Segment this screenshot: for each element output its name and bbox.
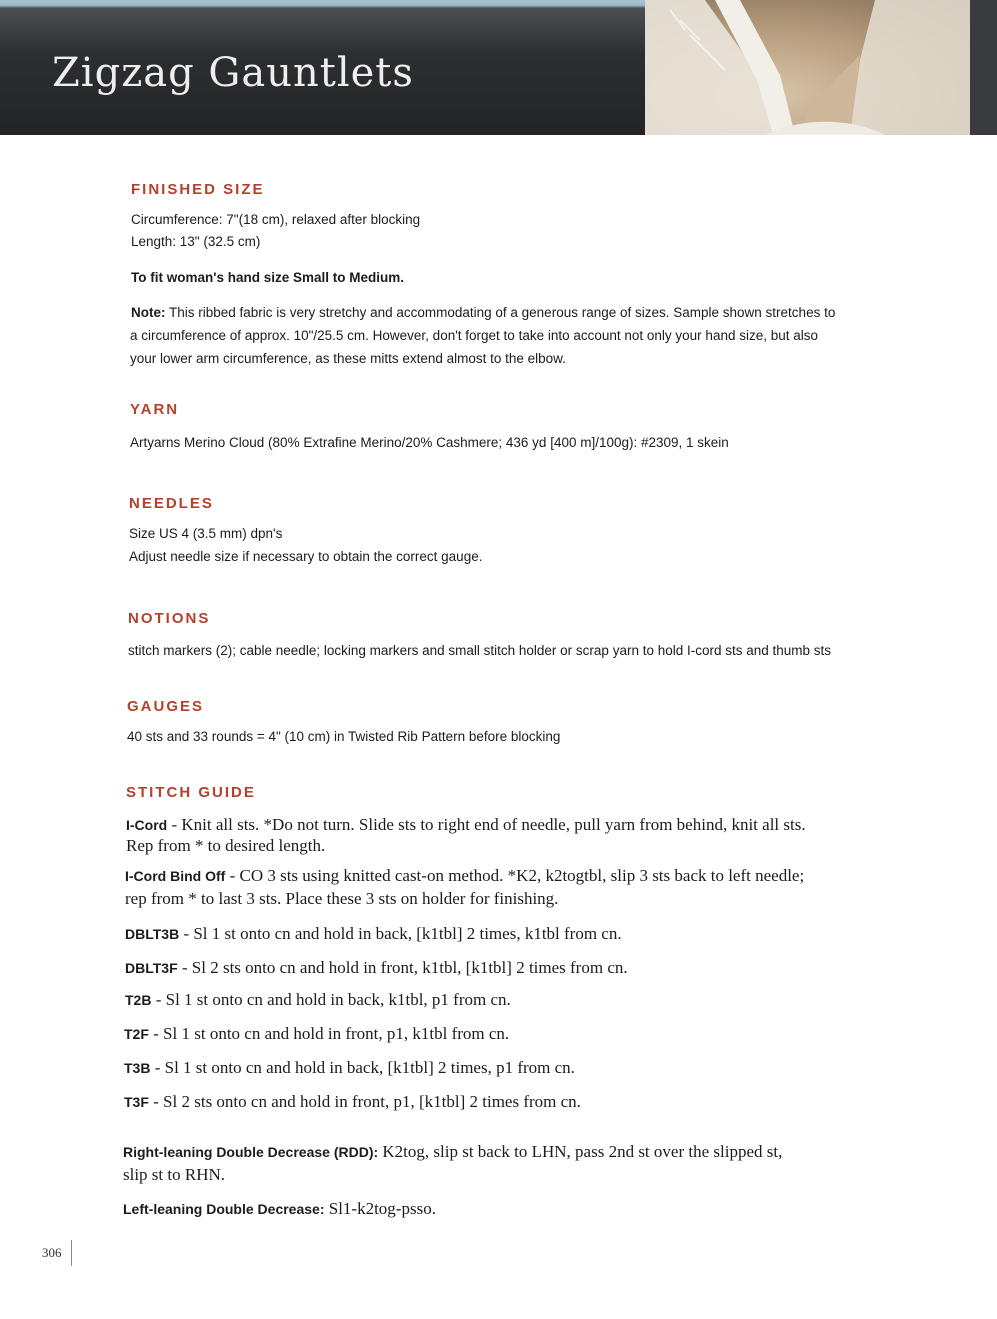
page-number: 306 (42, 1245, 62, 1260)
notions-text: stitch markers (2); cable needle; locking markers and small stitch holder or scrap yarn to hold I-cord sts and thumb sts (128, 643, 832, 658)
t3b-line (124, 1058, 575, 1078)
t2b-line (125, 990, 511, 1010)
needle-size-text: Size US 4 (3.5 mm) dpn's (129, 526, 283, 541)
icord-bind-off-term: I-Cord Bind Off (125, 868, 226, 884)
photo-margin (970, 0, 997, 135)
ldd-line (123, 1199, 436, 1219)
icord-text-1: - Knit all sts. *Do not turn. Slide sts to right end of needle, pull yarn from behind, knit all sts. (167, 815, 806, 834)
dblt3f-term: DBLT3F (125, 960, 178, 976)
finished-size-heading: FINISHED SIZE (131, 181, 265, 198)
t2f-term: T2F (124, 1026, 149, 1042)
icord-bind-off-line-2: rep from * to last 3 sts. Place these 3 sts on holder for finishing. (125, 889, 559, 908)
t2f-line (124, 1024, 509, 1044)
gauges-heading: GAUGES (127, 698, 205, 715)
t2b-text: - Sl 1 st onto cn and hold in back, k1tbl, p1 from cn. (151, 990, 511, 1009)
note-line-2: a circumference of approx. 10"/25.5 cm. However, don't forget to take into account not only your hand size, but also (130, 328, 819, 343)
t2f-text: - Sl 1 st onto cn and hold in front, p1, k1tbl from cn. (148, 1024, 510, 1043)
rdd-text-1: K2tog, slip st back to LHN, pass 2nd st over the slipped st, (378, 1142, 783, 1161)
circumference-text: Circumference: 7"(18 cm), relaxed after blocking (131, 212, 421, 227)
page-number-divider (71, 1240, 72, 1266)
notions-heading: NOTIONS (128, 610, 211, 627)
model-photo (645, 0, 970, 135)
needles-heading: NEEDLES (129, 495, 214, 512)
note-label: Note: (131, 305, 166, 320)
header-banner (0, 0, 997, 135)
note-line-3: your lower arm circumference, as these mitts extend almost to the elbow. (130, 351, 566, 366)
ldd-term: Left-leaning Double Decrease: (123, 1201, 325, 1217)
dblt3b-text: - Sl 1 st onto cn and hold in back, [k1tbl] 2 times, k1tbl from cn. (179, 924, 622, 943)
icord-line-1 (126, 815, 806, 835)
dblt3b-term: DBLT3B (125, 926, 180, 942)
note-line-1 (131, 305, 835, 320)
t2b-term: T2B (125, 992, 152, 1008)
dblt3f-text: - Sl 2 sts onto cn and hold in front, k1tbl, [k1tbl] 2 times from cn. (177, 958, 628, 977)
dblt3f-line (125, 958, 628, 978)
icord-term: I-Cord (126, 817, 168, 833)
icord-bind-off-line-1 (125, 866, 804, 886)
gauges-text: 40 sts and 33 rounds = 4" (10 cm) in Twisted Rib Pattern before blocking (127, 729, 561, 744)
t3f-term: T3F (124, 1094, 149, 1110)
length-text: Length: 13" (32.5 cm) (131, 234, 261, 249)
t3b-text: - Sl 1 st onto cn and hold in back, [k1tbl] 2 times, p1 from cn. (150, 1058, 575, 1077)
rdd-line-2: slip st to RHN. (123, 1165, 226, 1184)
stitch-guide-heading: STITCH GUIDE (126, 784, 256, 801)
icord-line-2: Rep from * to desired length. (126, 836, 326, 855)
fit-text: To fit woman's hand size Small to Medium. (131, 270, 404, 285)
rdd-line-1 (123, 1142, 782, 1162)
t3b-term: T3B (124, 1060, 151, 1076)
needle-adjust-text: Adjust needle size if necessary to obtain the correct gauge. (129, 549, 483, 564)
dblt3b-line (125, 924, 622, 944)
yarn-heading: YARN (130, 401, 180, 418)
page-title: Zigzag Gauntlets (52, 50, 414, 96)
rdd-term: Right-leaning Double Decrease (RDD): (123, 1144, 379, 1160)
ldd-text: Sl1-k2tog-psso. (324, 1199, 436, 1218)
yarn-text: Artyarns Merino Cloud (80% Extrafine Merino/20% Cashmere; 436 yd [400 m]/100g): #2309, 1 skein (130, 435, 729, 450)
t3f-text: - Sl 2 sts onto cn and hold in front, p1, [k1tbl] 2 times from cn. (148, 1092, 581, 1111)
icord-bind-off-text-1: - CO 3 sts using knitted cast-on method. *K2, k2togtbl, slip 3 sts back to left needle; (225, 866, 805, 885)
t3f-line (124, 1092, 581, 1112)
note-text-1: This ribbed fabric is very stretchy and accommodating of a generous range of sizes. Sample shown stretches to (165, 305, 836, 320)
